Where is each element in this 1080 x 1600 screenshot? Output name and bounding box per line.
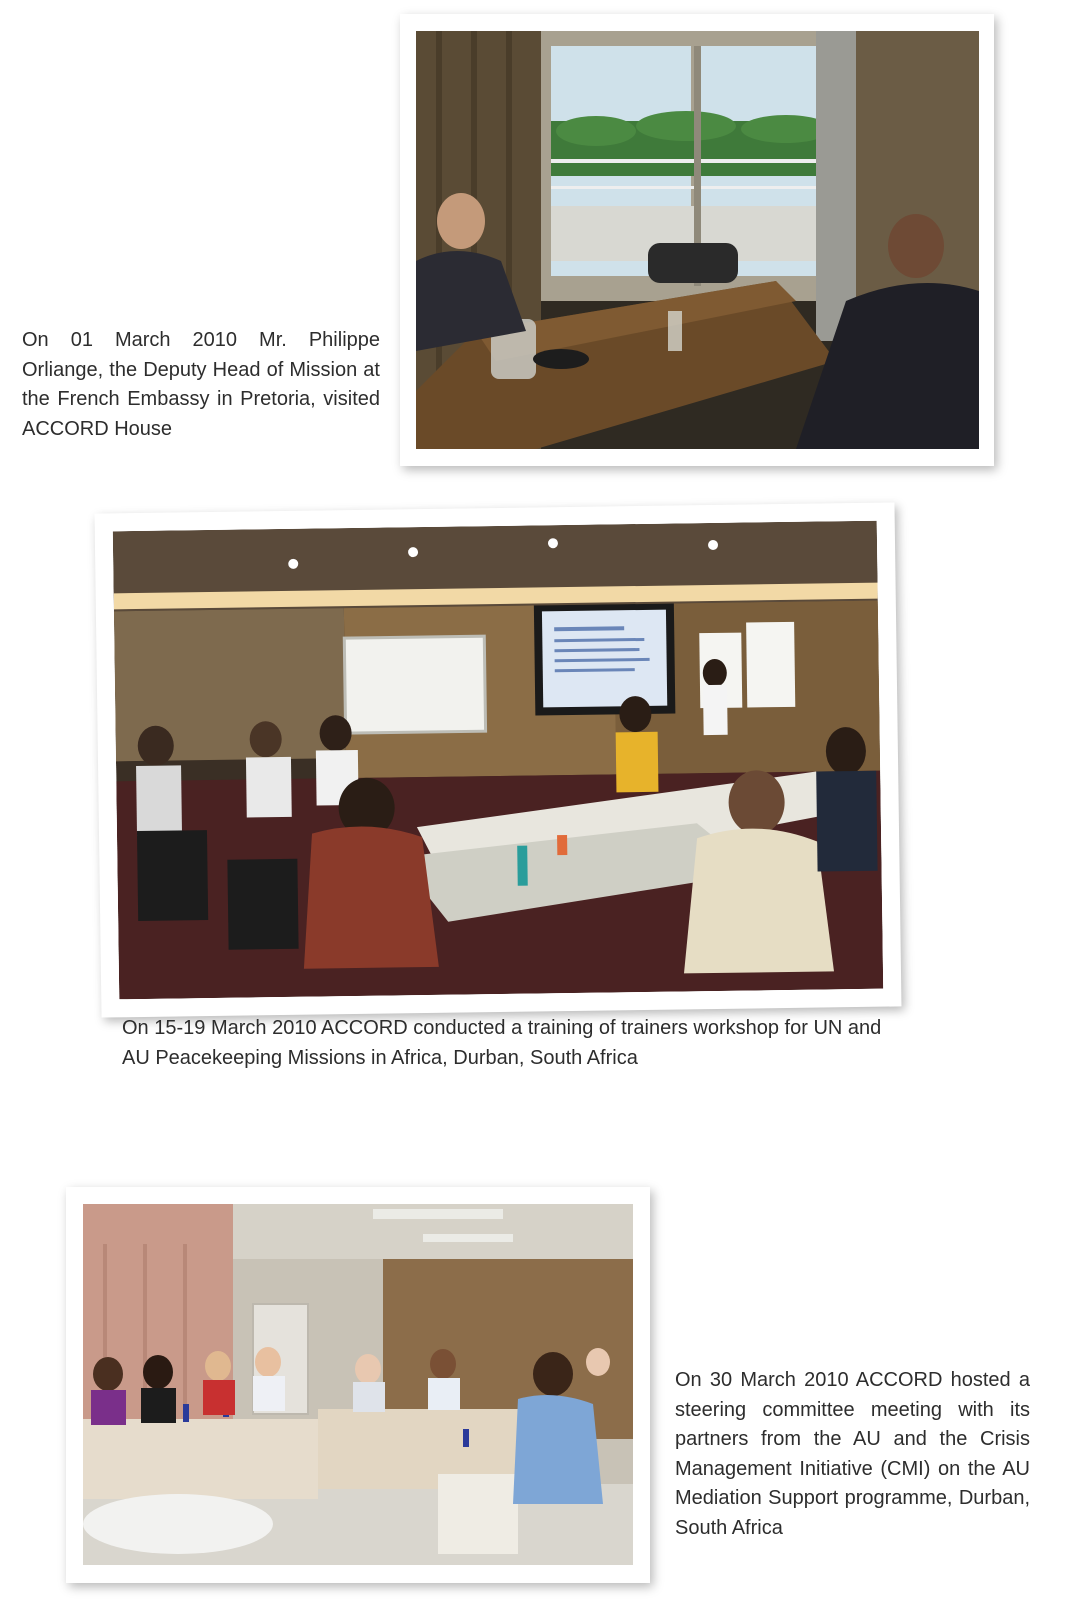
photo-training-workshop: [113, 521, 883, 1000]
photo-embassy-visit: [416, 31, 979, 449]
photo-frame-steering-committee: [66, 1187, 650, 1583]
caption-training-workshop: On 15-19 March 2010 ACCORD conducted a training of trainers workshop for UN and AU Peacekeeping Missions in Africa, Durban, South Africa: [122, 1017, 882, 1069]
caption-steering-committee: On 30 March 2010 ACCORD hosted a steering committee meeting with its partners from the AU and the Crisis Management Initiative (CMI) on the AU Mediation Support programme, Durban, South Africa: [675, 1369, 1030, 1539]
photo-steering-committee: [83, 1204, 633, 1565]
photo-frame-training-workshop: [95, 502, 902, 1017]
photo-frame-embassy-visit: [400, 14, 994, 466]
caption-embassy-visit: On 01 March 2010 Mr. Philippe Orliange, the Deputy Head of Mission at the French Embassy in Pretoria, visited ACCORD House: [22, 329, 380, 440]
